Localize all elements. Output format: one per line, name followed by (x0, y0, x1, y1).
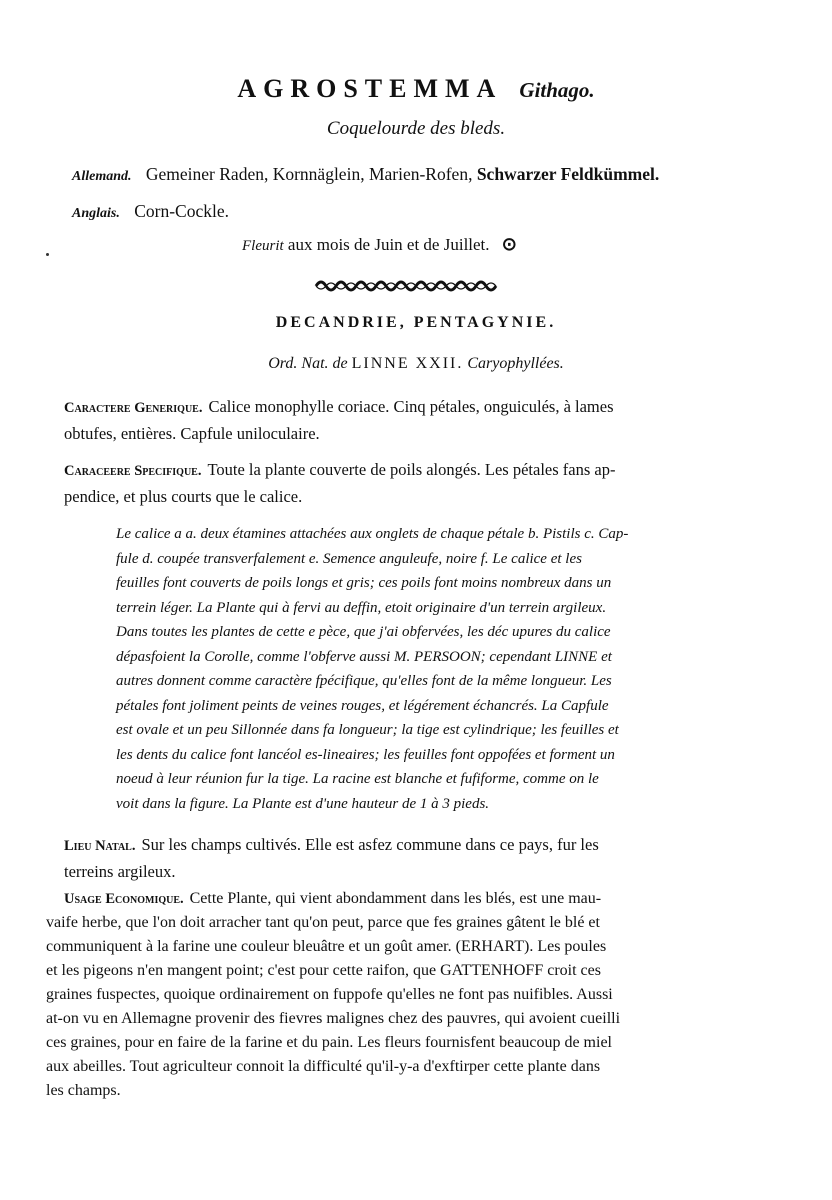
description-paragraph (116, 522, 766, 816)
vernacular-allemand (72, 164, 659, 185)
anglais-label: Anglais. (72, 206, 120, 221)
text-line: at-on vu en Allemagne provenir des fievres malignes chez des pauvres, qui avoient cueilli (46, 1010, 621, 1027)
text-line (64, 457, 776, 484)
text-line (64, 832, 776, 859)
native-habitat-label: Lieu Natal. (64, 838, 136, 854)
line-text: Cette Plante, qui vient abondamment dans les blés, est une mau- (189, 890, 602, 907)
text-line: fule d. coupée transverfalement e. Semence anguleufe, noire f. Le calice et les (116, 550, 582, 567)
flowering-text: aux mois de Juin et de Juillet. (287, 235, 490, 254)
text-line (64, 394, 776, 421)
text-line: terreins argileux. (64, 862, 176, 881)
text-line (46, 887, 776, 911)
native-habitat-paragraph (64, 832, 776, 884)
economic-use-label: Usage Economique. (64, 891, 184, 907)
line-text: Toute la plante couverte de poils alongés. Les pétales fans ap- (207, 460, 616, 479)
text-line: Dans toutes les plantes de cette e pèce, que j'ai obfervées, les déc upures du calice (116, 624, 611, 640)
text-line: aux abeilles. Tout agriculteur connoit la difficulté qu'il-y-a d'exftirper cette plante dans (46, 1058, 601, 1075)
text-line: est ovale et un peu Sillonnée dans fa longueur; la tige est cylindrique; les feuilles et (116, 722, 619, 738)
text-line: obtufes, entières. Capfule uniloculaire. (64, 424, 320, 443)
annual-symbol-icon: ⊙ (501, 234, 517, 254)
flowering-line (242, 234, 517, 255)
ornament-divider-icon (314, 279, 500, 293)
text-line: feuilles font couverts de poils longs et gris; ces poils font moins nombreux dans un (116, 575, 612, 591)
economic-use-paragraph (46, 887, 776, 1103)
specific-character-label: Caraceere Specifique. (64, 463, 202, 479)
text-line: pendice, et plus courts que le calice. (64, 487, 303, 506)
text-line: dépasfoient la Corolle, comme l'obferve aussi M. PERSOON; cependant LINNE et (116, 648, 612, 665)
genus-name: AGROSTEMMA (237, 74, 503, 103)
generic-character-paragraph (64, 394, 776, 446)
page-title (0, 74, 832, 104)
flowering-label: Fleurit (242, 238, 284, 254)
stray-ink-dot (46, 253, 49, 256)
generic-character-label: Caractere Generique. (64, 400, 203, 416)
anglais-names: Corn-Cockle. (134, 201, 230, 221)
linnaean-class: DECANDRIE, PENTAGYNIE. (275, 314, 557, 331)
text-line: les champs. (46, 1082, 121, 1099)
text-line: Le calice a a. deux étamines attachées aux onglets de chaque pétale b. Pistils c. Cap- (116, 526, 629, 542)
common-name: Coquelourde des bleds. (326, 118, 506, 139)
allemand-label: Allemand. (72, 169, 132, 184)
line-text: Calice monophylle coriace. Cinq pétales, onguiculés, à lames (208, 397, 614, 416)
text-line: terrein léger. La Plante qui à fervi au deffin, etoit originaire d'un terrein argileux. (116, 599, 607, 616)
species-name: Githago. (519, 78, 595, 102)
order-linne: LINNE XXII. (351, 355, 464, 372)
text-line: pétales font joliment peints de veines rouges, et légérement échancrés. La Capfule (116, 697, 609, 714)
text-line: autres donnent comme caractère fpécifique, qu'elles font de la même longueur. Les (116, 673, 612, 689)
order-family: Caryophyllées. (467, 355, 564, 372)
text-line: voit dans la figure. La Plante est d'une hauteur de 1 à 3 pieds. (116, 795, 490, 812)
order-prefix: Ord. Nat. de (268, 355, 348, 372)
text-line: graines fuspectes, quoique ordinairement on fuppofe qu'elles ne font pas nuifibles. Aussi (46, 986, 613, 1003)
allemand-bold-name: Schwarzer Feldkümmel. (476, 164, 660, 184)
text-line: vaife herbe, que l'on doit arracher tant qu'on peut, parce que fes graines gâtent le blé et (46, 914, 600, 931)
text-line: ces graines, pour en faire de la farine et du pain. Les fleurs fournisfent beaucoup de miel (46, 1034, 612, 1051)
natural-order (0, 355, 832, 373)
text-line: communiquent à la farine une couleur bleuâtre et un goût amer. (ERHART). Les poules (46, 938, 607, 955)
text-line: et les pigeons n'en mangent point; c'est pour cette raifon, que GATTENHOFF croit ces (46, 962, 601, 979)
specific-character-paragraph (64, 457, 776, 509)
vernacular-anglais (72, 201, 229, 222)
line-text: Sur les champs cultivés. Elle est asfez commune dans ce pays, fur les (141, 835, 599, 854)
text-line: noeud à leur réunion fur la tige. La racine est blanche et fufiforme, comme on le (116, 771, 599, 787)
text-line: les dents du calice font lancéol es-lineaires; les feuilles font oppofées et forment un (116, 746, 615, 763)
allemand-names: Gemeiner Raden, Kornnäglein, Marien-Rofen, (145, 164, 473, 184)
